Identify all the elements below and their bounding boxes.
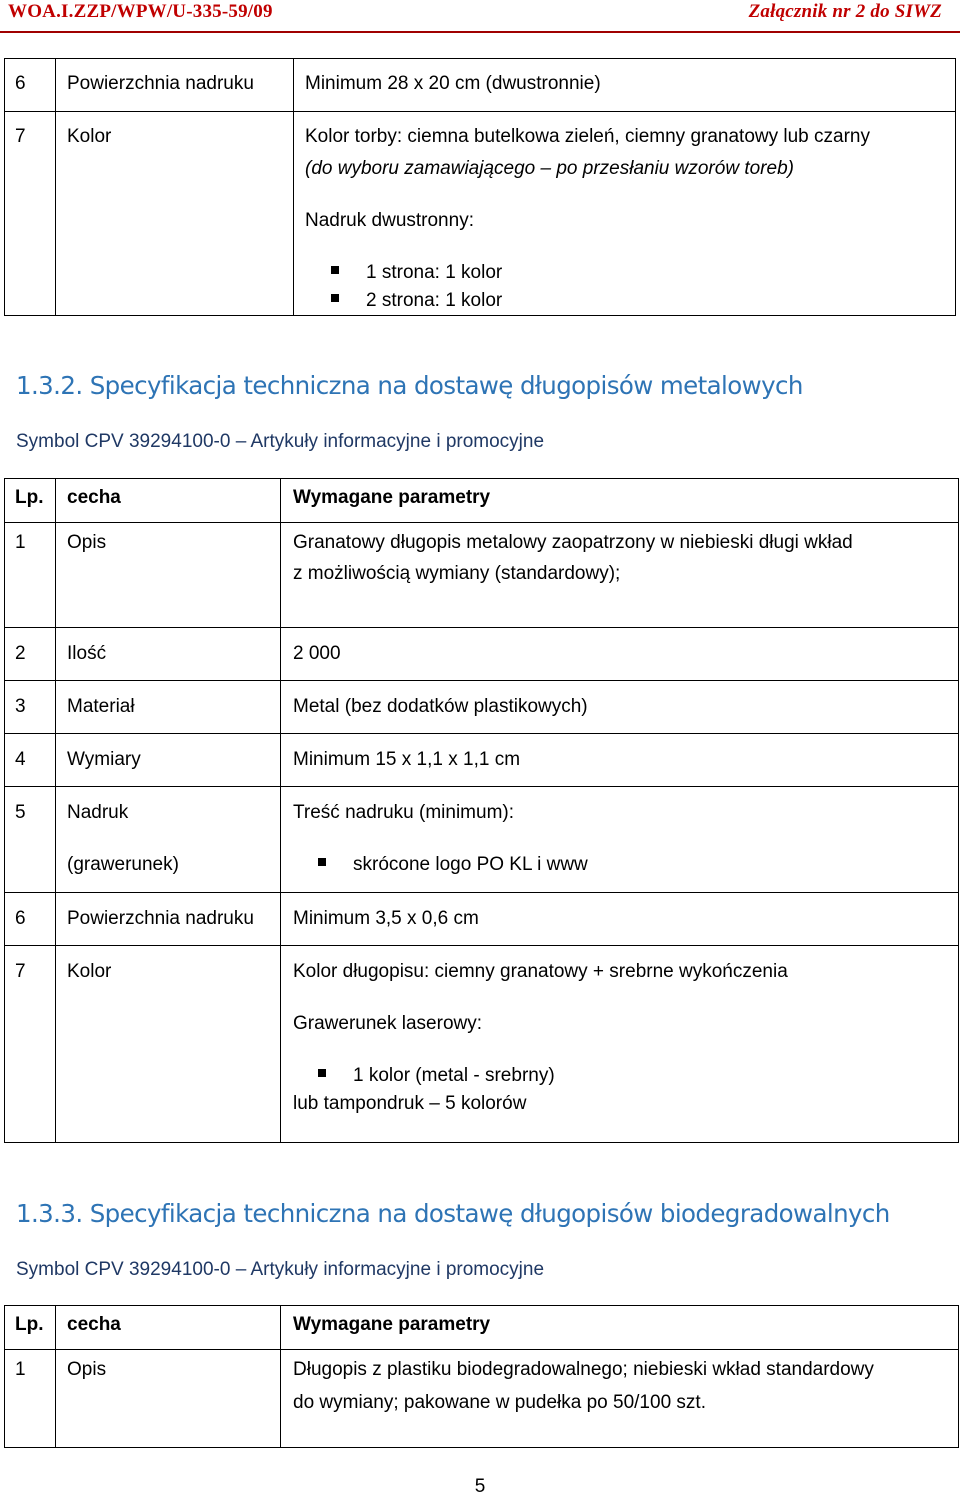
row-number: 6 xyxy=(15,908,26,929)
row-number: 5 xyxy=(15,802,26,823)
table-header-row xyxy=(5,1306,959,1350)
row-value: 2 000 xyxy=(293,643,341,664)
section-heading-bio: 1.3.3. Specyfikacja techniczna na dostawę długopisów biodegradowalnych xyxy=(16,1199,890,1228)
table-header-row xyxy=(5,479,959,523)
row-feature: Kolor xyxy=(67,961,112,982)
bullet-item xyxy=(331,262,502,284)
row-number: 2 xyxy=(15,643,26,664)
row-number: 7 xyxy=(15,961,26,982)
row-feature: Kolor xyxy=(67,126,112,147)
row-value-line: Kolor długopisu: ciemny granatowy + srebrne wykończenia xyxy=(293,961,788,982)
row-value-line: Nadruk dwustronny: xyxy=(305,210,474,231)
table-row xyxy=(5,787,959,893)
bullet-text: skrócone logo PO KL i www xyxy=(353,854,588,875)
row-value-line: Długopis z plastiku biodegradowalnego; niebieski wkład standardowy xyxy=(293,1359,874,1380)
bullet-item xyxy=(318,854,588,876)
bullet-text: 2 strona: 1 kolor xyxy=(366,290,503,311)
row-value-line: z możliwością wymiany (standardowy); xyxy=(293,563,621,584)
col-header-params: Wymagane parametry xyxy=(293,1314,491,1335)
col-header-feature: cecha xyxy=(67,1314,121,1335)
row-number: 1 xyxy=(15,532,26,553)
bullet-marker xyxy=(331,266,339,274)
row-value: Minimum 3,5 x 0,6 cm xyxy=(293,908,479,929)
table-row xyxy=(5,523,959,628)
row-value: Metal (bez dodatków plastikowych) xyxy=(293,696,588,717)
row-value-line: lub tampondruk – 5 kolorów xyxy=(293,1093,527,1114)
row-feature: Wymiary xyxy=(67,749,141,770)
metal-pen-spec-table xyxy=(4,478,959,1143)
row-value-line: Grawerunek laserowy: xyxy=(293,1013,483,1034)
row-number: 4 xyxy=(15,749,26,770)
cpv-symbol: Symbol CPV 39294100-0 – Artykuły informacyjne i promocyjne xyxy=(16,431,545,452)
row-number: 6 xyxy=(15,73,26,94)
col-header-params: Wymagane parametry xyxy=(293,487,491,508)
row-number: 7 xyxy=(15,126,26,147)
row-value: Treść nadruku (minimum): xyxy=(293,802,515,823)
document-reference: WOA.I.ZZP/WPW/U-335-59/09 xyxy=(8,1,273,22)
table-row xyxy=(5,734,959,787)
cpv-symbol: Symbol CPV 39294100-0 – Artykuły informacyjne i promocyjne xyxy=(16,1259,545,1280)
row-number: 3 xyxy=(15,696,26,717)
row-value-line: Kolor torby: ciemna butelkowa zieleń, ciemny granatowy lub czarny xyxy=(305,126,870,147)
row-value-line: (do wyboru zamawiającego – po przesłaniu wzorów toreb) xyxy=(305,158,794,179)
row-feature: Materiał xyxy=(67,696,135,717)
bullet-text: 1 kolor (metal - srebrny) xyxy=(353,1065,555,1086)
row-number: 1 xyxy=(15,1359,26,1380)
row-feature: Opis xyxy=(67,1359,107,1380)
table-row xyxy=(5,1350,959,1448)
bullet-marker xyxy=(318,858,326,866)
row-feature-line: (grawerunek) xyxy=(67,854,179,875)
page-number: 5 xyxy=(474,1476,486,1497)
bio-pen-spec-table xyxy=(4,1305,959,1448)
section-heading-metal: 1.3.2. Specyfikacja techniczna na dostawę długopisów metalowych xyxy=(16,371,803,400)
row-feature: Powierzchnia nadruku xyxy=(67,908,254,929)
header-divider xyxy=(0,31,960,33)
row-value-line: Granatowy długopis metalowy zaopatrzony w niebieski długi wkład xyxy=(293,532,853,553)
row-value-line: do wymiany; pakowane w pudełka po 50/100 szt. xyxy=(293,1392,706,1413)
bullet-text: 1 strona: 1 kolor xyxy=(366,262,503,283)
table-row xyxy=(5,628,959,681)
bag-spec-table xyxy=(4,58,956,316)
table-row xyxy=(5,112,956,316)
bullet-item xyxy=(318,1065,555,1087)
row-value: Minimum 28 x 20 cm (dwustronnie) xyxy=(305,73,601,94)
table-row xyxy=(5,946,959,1143)
row-value: Minimum 15 x 1,1 x 1,1 cm xyxy=(293,749,521,770)
bullet-marker xyxy=(318,1069,326,1077)
col-header-feature: cecha xyxy=(67,487,121,508)
table-row xyxy=(5,681,959,734)
row-feature: Ilość xyxy=(67,643,107,664)
table-row xyxy=(5,893,959,946)
bullet-marker xyxy=(331,294,339,302)
row-feature: Powierzchnia nadruku xyxy=(67,73,254,94)
bullet-item xyxy=(331,290,502,312)
row-feature: Nadruk xyxy=(67,802,129,823)
table-row xyxy=(5,59,956,112)
col-header-lp: Lp. xyxy=(15,487,44,508)
col-header-lp: Lp. xyxy=(15,1314,44,1335)
attachment-label: Załącznik nr 2 do SIWZ xyxy=(748,1,942,22)
row-feature: Opis xyxy=(67,532,107,553)
page-header xyxy=(0,0,960,32)
